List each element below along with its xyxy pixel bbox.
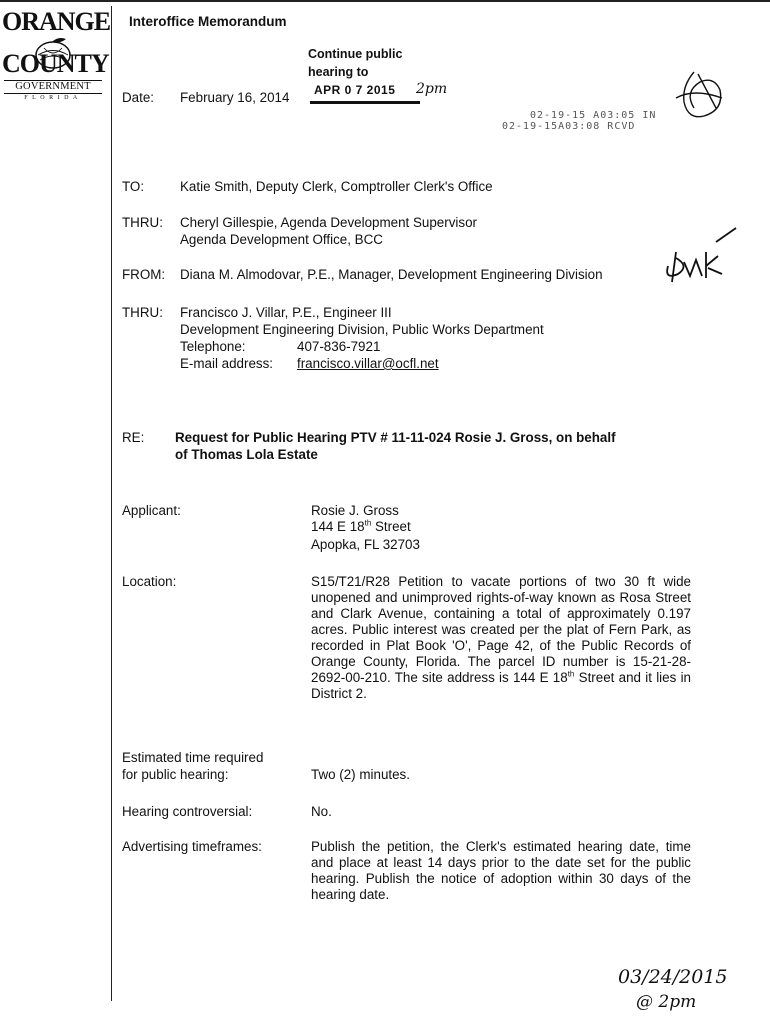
signature-scribble-icon bbox=[664, 68, 730, 128]
logo-word-florida: FLORIDA bbox=[24, 95, 82, 101]
orange-county-logo bbox=[2, 7, 111, 101]
phone-value: 407-836-7921 bbox=[297, 339, 381, 354]
location-text: S15/T21/R28 Petition to vacate portions of two 30 ft wide unopened and unimproved rights-of-way known as Rosa Street and Clark Avenue, containing a total of approximately 0.197 acres. Public interest was created per the plat of Fern Park, as recorded in Plat Book 'O', Page 42, of the Public Records of Orange County, Florida. The parcel ID number is 15-21-28-2692-00-210. The site address is 144 E 18th Street and it lies in District 2. bbox=[311, 574, 691, 701]
thru1-label: THRU: bbox=[122, 215, 163, 230]
thru2-line2: Development Engineering Division, Public Works Department bbox=[180, 322, 544, 337]
orange-fruit-icon bbox=[30, 36, 76, 70]
email-link[interactable]: francisco.villar@ocfl.net bbox=[297, 356, 439, 371]
phone-label: Telephone: bbox=[180, 339, 246, 354]
re-label: RE: bbox=[122, 430, 145, 445]
to-label: TO: bbox=[122, 179, 145, 194]
thru2-line1: Francisco J. Villar, P.E., Engineer III bbox=[180, 305, 392, 320]
advertising-label: Advertising timeframes: bbox=[122, 839, 262, 854]
re-subject-line2: of Thomas Lola Estate bbox=[175, 447, 318, 462]
continue-date-stamp: APR 0 7 2015 bbox=[314, 83, 396, 97]
continue-note-line1: Continue public bbox=[308, 47, 403, 61]
logo-word-county: COUNTY bbox=[2, 49, 109, 78]
from-label: FROM: bbox=[122, 267, 166, 282]
thru2-label: THRU: bbox=[122, 305, 163, 320]
applicant-label: Applicant: bbox=[122, 503, 181, 518]
date-label: Date: bbox=[122, 90, 155, 105]
from-value: Diana M. Almodovar, P.E., Manager, Development Engineering Division bbox=[180, 267, 603, 282]
thru1-line1: Cheryl Gillespie, Agenda Development Supervisor bbox=[180, 215, 477, 230]
received-stamp-line1: 02-19-15 A03:05 IN bbox=[530, 110, 657, 121]
margin-rule bbox=[111, 6, 112, 1001]
date-value: February 16, 2014 bbox=[180, 90, 290, 105]
to-value: Katie Smith, Deputy Clerk, Comptroller Clerk's Office bbox=[180, 179, 493, 194]
thru1-line2: Agenda Development Office, BCC bbox=[180, 232, 383, 247]
advertising-value: Publish the petition, the Clerk's estimated hearing date, time and place at least 14 days prior to the date set for the public hearing. Publish the notice of adoption within 30 days of the hearing date. bbox=[311, 839, 691, 902]
applicant-name: Rosie J. Gross bbox=[311, 503, 399, 518]
logo-word-orange: ORANGE bbox=[2, 7, 111, 36]
continue-note-line2: hearing to bbox=[308, 65, 369, 79]
date-underline bbox=[310, 101, 420, 104]
handwritten-hearing-time: @ 2pm bbox=[636, 992, 697, 1012]
handwritten-hearing-date: 03/24/2015 bbox=[618, 966, 728, 988]
logo-word-government: GOVERNMENT bbox=[4, 80, 102, 94]
received-stamp-line2: 02-19-15A03:08 RCVD bbox=[502, 121, 636, 132]
controversial-label: Hearing controversial: bbox=[122, 804, 253, 819]
location-label: Location: bbox=[122, 574, 177, 589]
applicant-city: Apopka, FL 32703 bbox=[311, 537, 420, 552]
continue-time-note: 2pm bbox=[416, 81, 448, 97]
top-rule bbox=[0, 0, 770, 2]
initials-signature-icon bbox=[662, 222, 738, 286]
estimated-time-label-line1: Estimated time required bbox=[122, 750, 264, 765]
memo-title: Interoffice Memorandum bbox=[129, 14, 287, 29]
applicant-address: 144 E 18th Street bbox=[311, 518, 411, 534]
estimated-time-value: Two (2) minutes. bbox=[311, 767, 410, 782]
controversial-value: No. bbox=[311, 804, 332, 819]
re-subject-line1: Request for Public Hearing PTV # 11-11-024 Rosie J. Gross, on behalf bbox=[175, 430, 616, 445]
email-label: E-mail address: bbox=[180, 356, 274, 371]
estimated-time-label-line2: for public hearing: bbox=[122, 767, 229, 782]
